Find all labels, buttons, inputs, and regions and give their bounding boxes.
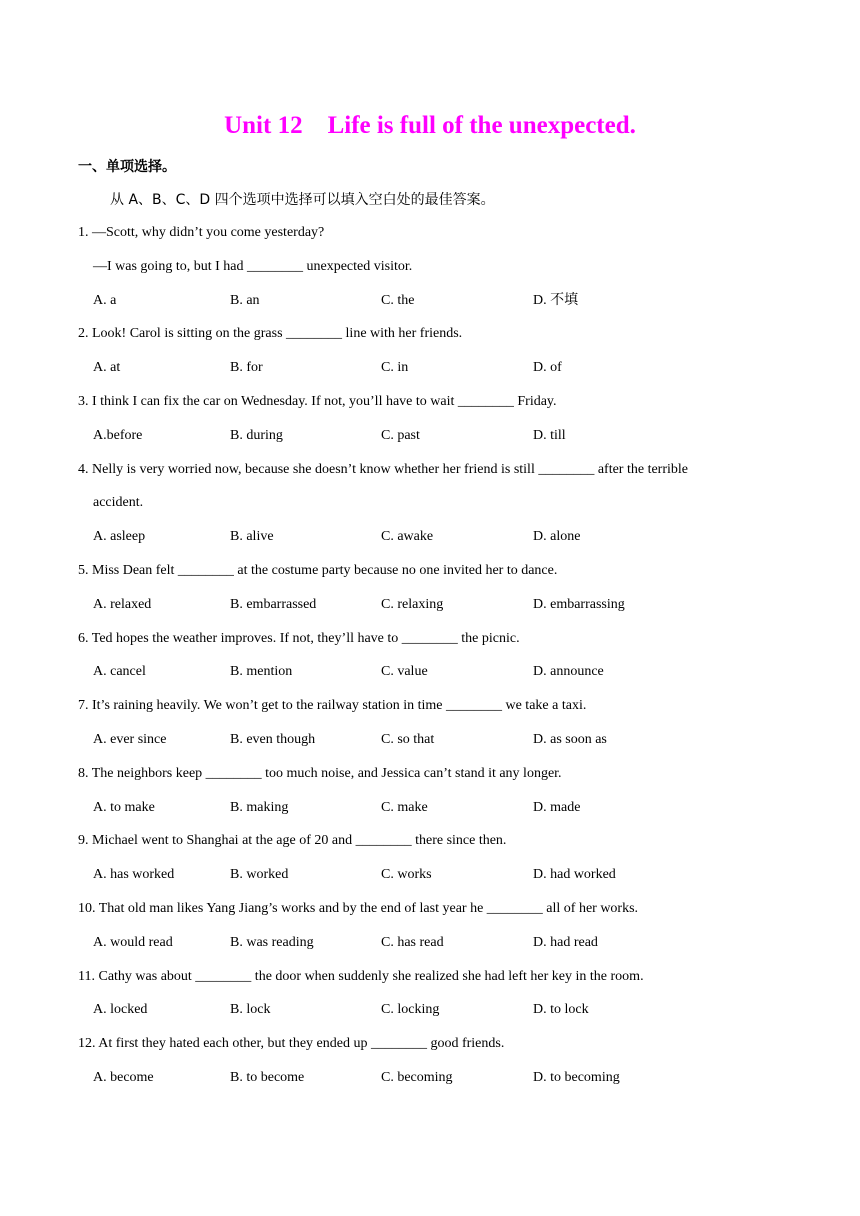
question-line — [0, 765, 860, 799]
option-a: A.before — [93, 427, 143, 443]
option-a: A. to make — [93, 799, 155, 815]
option-b: B. was reading — [230, 934, 314, 950]
options-row — [0, 528, 860, 562]
page-title: Unit 12 Life is full of the unexpected. — [224, 112, 636, 139]
question-stem: 4. Nelly is very worried now, because she doesn’t know whether her friend is still ________ after the terrible — [78, 461, 688, 477]
question-line — [0, 562, 860, 596]
question-stem: 6. Ted hopes the weather improves. If not, they’ll have to ________ the picnic. — [78, 630, 520, 646]
question-stem-continued: accident. — [93, 495, 144, 511]
question-line — [0, 900, 860, 934]
question-stem: 3. I think I can fix the car on Wednesday. If not, you’ll have to wait ________ Friday. — [78, 393, 557, 409]
option-b: B. even though — [230, 731, 316, 747]
option-d: D. alone — [533, 529, 581, 545]
question-line — [0, 224, 860, 258]
option-c: C. so that — [381, 731, 435, 747]
option-d: D. had worked — [533, 867, 616, 883]
question-stem: 5. Miss Dean felt ________ at the costume party because no one invited her to dance. — [78, 562, 558, 578]
option-a: A. asleep — [93, 529, 146, 545]
option-c: C. value — [381, 664, 428, 680]
option-b: B. making — [230, 799, 289, 815]
question-line — [0, 1035, 860, 1069]
options-row — [0, 731, 860, 765]
question-line — [0, 461, 860, 495]
question-line — [0, 968, 860, 1002]
question-line — [0, 630, 860, 664]
option-d: D. as soon as — [533, 731, 607, 747]
options-row — [0, 663, 860, 697]
question-stem: 1. —Scott, why didn’t you come yesterday? — [78, 225, 325, 240]
section-heading: 一、单项选择。 — [78, 159, 176, 175]
option-c: C. the — [381, 292, 415, 308]
question-stem: 9. Michael went to Shanghai at the age of 20 and ________ there since then. — [78, 833, 507, 849]
question-stem: 8. The neighbors keep ________ too much noise, and Jessica can’t stand it any longer. — [78, 765, 562, 781]
option-d: D. made — [533, 799, 581, 815]
option-a: A. would read — [93, 934, 173, 950]
question-stem: 7. It’s raining heavily. We won’t get to the railway station in time ________ we take a taxi. — [78, 698, 587, 714]
option-a: A. has worked — [93, 867, 175, 883]
option-d: D. embarrassing — [533, 596, 625, 612]
option-d: D. to lock — [533, 1002, 589, 1018]
option-c: C. make — [381, 799, 428, 815]
question-line — [0, 697, 860, 731]
options-row — [0, 292, 860, 326]
option-c: C. awake — [381, 529, 434, 545]
options-row — [0, 799, 860, 833]
question-stem-continued: —I was going to, but I had ________ unexpected visitor. — [93, 258, 413, 274]
option-c: C. locking — [381, 1002, 440, 1018]
options-row — [0, 866, 860, 900]
option-c: C. becoming — [381, 1069, 453, 1085]
question-line — [0, 325, 860, 359]
question-stem: 12. At first they hated each other, but they ended up ________ good friends. — [78, 1036, 505, 1052]
option-c: C. past — [381, 427, 420, 443]
option-b: B. embarrassed — [230, 596, 317, 612]
option-d: D. announce — [533, 664, 604, 680]
option-a: A. a — [93, 292, 117, 308]
question-stem: 11. Cathy was about ________ the door when suddenly she realized she had left her key in the room. — [78, 968, 644, 984]
option-a: A. relaxed — [93, 596, 152, 612]
option-b: B. worked — [230, 867, 289, 883]
options-row — [0, 1001, 860, 1035]
option-a: A. at — [93, 360, 121, 376]
option-b: B. for — [230, 360, 263, 376]
question-line — [0, 258, 860, 292]
options-row — [0, 934, 860, 968]
options-row — [0, 1069, 860, 1103]
question-stem: 2. Look! Carol is sitting on the grass ________ line with her friends. — [78, 326, 463, 342]
option-a: A. locked — [93, 1002, 148, 1018]
option-d: D. till — [533, 427, 566, 443]
question-stem: 10. That old man likes Yang Jiang’s works and by the end of last year he ________ all of her works. — [78, 900, 639, 916]
options-row — [0, 427, 860, 461]
option-b: B. alive — [230, 529, 274, 545]
option-d: D. to becoming — [533, 1069, 620, 1085]
option-c: C. in — [381, 360, 409, 376]
instruction-text: 从 A、B、C、D 四个选项中选择可以填入空白处的最佳答案。 — [110, 192, 495, 208]
options-row — [0, 359, 860, 393]
option-a: A. cancel — [93, 664, 146, 680]
option-a: A. ever since — [93, 731, 167, 747]
options-row — [0, 596, 860, 630]
question-line — [0, 494, 860, 528]
option-a: A. become — [93, 1069, 154, 1085]
option-b: B. to become — [230, 1069, 305, 1085]
option-c: C. works — [381, 867, 432, 883]
option-b: B. an — [230, 292, 260, 308]
option-c: C. has read — [381, 934, 444, 950]
option-b: B. lock — [230, 1002, 271, 1018]
question-line — [0, 832, 860, 866]
option-b: B. mention — [230, 664, 293, 680]
option-d: D. 不填 — [533, 292, 579, 308]
option-c: C. relaxing — [381, 596, 444, 612]
option-d: D. of — [533, 360, 562, 376]
option-b: B. during — [230, 427, 283, 443]
question-line — [0, 393, 860, 427]
option-d: D. had read — [533, 934, 598, 950]
question-list — [0, 224, 860, 1103]
